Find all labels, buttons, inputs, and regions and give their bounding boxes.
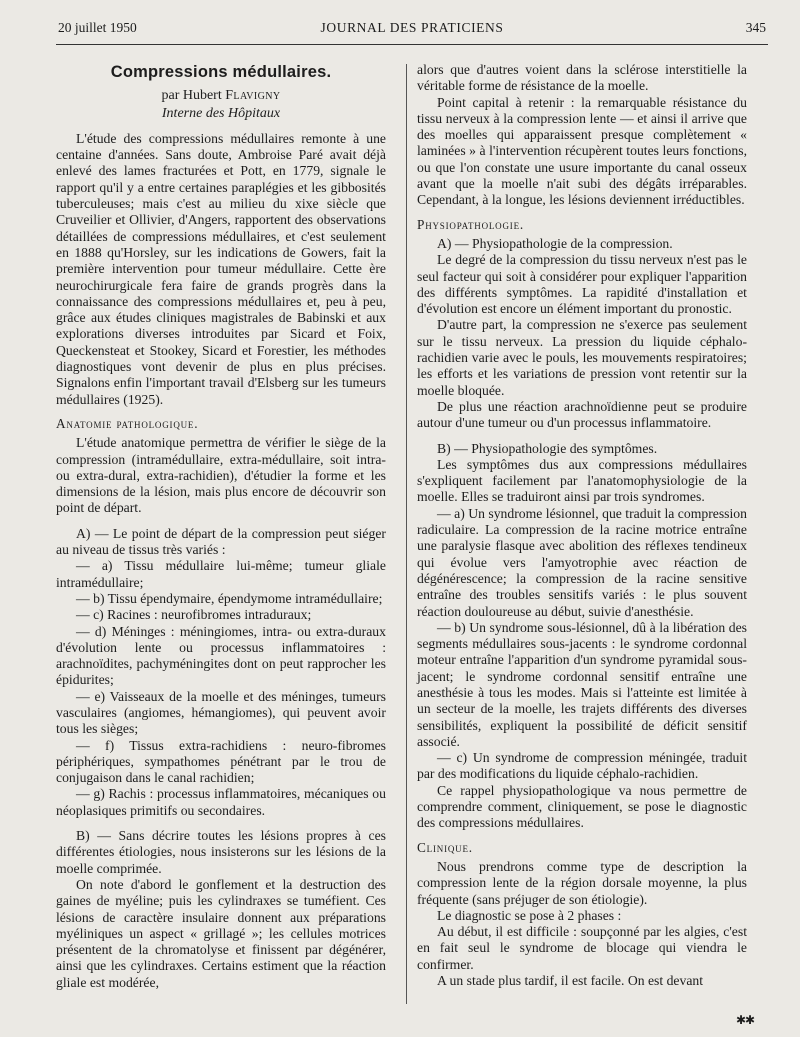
running-header — [58, 20, 766, 42]
right-column-body — [417, 62, 747, 989]
paragraph: — c) Un syndrome de compression méningée, traduit par des modifications du liquide céphalo-rachidien. — [417, 750, 747, 782]
paragraph: — c) Racines : neurofibromes intraduraux; — [76, 607, 312, 623]
paragraph: — b) Un syndrome sous-lésionnel, dû à la libération des segments médullaires sous-jacents : le syndrome cordonnal moteur entraîne l'apparition d'un syndrome pyramidal sous-jacent; le syndrome cordonnal sensitif entraîne une anesthésie à tous les modes. Mais si l'atteinte est limitée à un secteur de la moelle, les trajets différents des diverses sensibilités, expliquent la possibilité de déficit sensitif associé. — [417, 619, 747, 749]
right-column — [417, 62, 747, 989]
left-column — [56, 62, 386, 991]
byline-prefix: par Hubert — [161, 88, 222, 104]
paragraph: — b) Tissu épendymaire, épendymome intramédullaire; — [76, 590, 383, 606]
paragraph: Les symptômes dus aux compressions médullaires s'expliquent facilement par l'anatomophysiologie de la moelle. Elles se traduiront ainsi par trois syndromes. — [417, 456, 747, 505]
paragraph: — a) Un syndrome lésionnel, que traduit la compression radiculaire. La compression de la racine motrice entraîne une paralysie flasque avec abolition des réflexes tendineux qui évolue vers l'amyotrophie avec réaction de dégénérescence; la compression de la racine sensitive entraîne des troubles sensitifs variés : le plus souvent réaction douloureuse au début, suivie d'anesthésie. — [417, 505, 747, 619]
section-heading: Anatomie pathologique. — [56, 415, 199, 431]
section-heading: Physiopathologie. — [417, 216, 524, 232]
author-surname: Flavigny — [225, 88, 281, 104]
page-number: 345 — [745, 20, 766, 35]
paragraph: De plus une réaction arachnoïdienne peut se produire autour d'une tumeur ou d'un processus inflammatoire. — [417, 398, 747, 431]
paragraph: B) — Sans décrire toutes les lésions propres à ces différentes étiologies, nous insisterons sur les lésions de la moelle comprimée. — [56, 828, 386, 876]
paragraph-gap — [56, 517, 386, 526]
paragraph-gap — [56, 819, 386, 828]
paragraph: Point capital à retenir : la remarquable résistance du tissu nerveux à la compression lente — et ainsi il arrive que des moelles qui apparaissent presque complètement « laminées » à l'intervention récupèrent toutes leurs fonctions, ou que l'on constate une usure importante du canal osseux avant que la moelle n'ait subi des dégâts irréparables. Cependant, à la longue, les lésions deviennent irréductibles. — [417, 94, 747, 208]
byline — [56, 88, 386, 104]
paragraph: A) — Le point de départ de la compression peut siéger au niveau de tissus très variés : — [56, 525, 386, 558]
column-divider — [406, 64, 407, 1004]
section-heading: Clinique. — [417, 839, 473, 855]
paragraph: Au début, il est difficile : soupçonné par les algies, c'est en fait seul le syndrome de blocage qui viendra le confirmer. — [417, 924, 747, 972]
paragraph: — g) Rachis : processus inflammatoires, mécaniques ou néoplasiques primitifs ou secondaires. — [56, 786, 386, 818]
footer-mark: ✱✱ — [736, 1013, 755, 1027]
paragraph: Le diagnostic se pose à 2 phases : — [437, 907, 622, 923]
paragraph: Ce rappel physiopathologique va nous permettre de comprendre comment, cliniquement, se pose le diagnostic des compressions médullaires. — [417, 782, 747, 831]
paragraph: L'étude des compressions médullaires remonte à une centaine d'années. Sans doute, Ambroise Paré avait déjà enlevé des lames fracturées et Pott, en 1779, signale le rapport qu'il y a entre certaines paraplégies et les gibbosités tuberculeuses; mais c'est au milieu du xixe siècle que Cruveilier et Ollivier, d'Angers, rapportent des observations détaillées de compressions médullaires, et c'est seulement en 1888 qu'Horsley, sur les indications de Gowers, fait la première intervention pour tumeur médullaire. Cette ère neurochirurgicale fera faire de grands progrès dans la connaissance des compressions médullaires et, peu à peu, grâce aux études cliniques magistrales de Babinski et aux explorations diverses introduites par Sicard et Foix, Queckensteat et Stookey, Sicard et Forestier, les méthodes diagnostiques vont devenir de plus en plus précises. Signalons enfin l'important travail d'Elsberg sur les tumeurs médullaires (1925). — [56, 130, 386, 407]
paragraph: On note d'abord le gonflement et la destruction des gaines de myéline; puis les cylindraxes se tuméfient. Ces lésions de caractère insulaire donnent aux préparations myéliniques un aspect « grillagé »; les cellules motrices présentent de la chromatolyse et finissent par dégénérer, ainsi que les cylindraxes. Certains estiment que la réaction gliale est modérée, — [56, 876, 386, 990]
paragraph: — a) Tissu médullaire lui-même; tumeur gliale intramédullaire; — [56, 558, 386, 590]
paragraph: A un stade plus tardif, il est facile. On est devant — [437, 973, 704, 989]
article-title: Compressions médullaires. — [110, 63, 332, 81]
paragraph: B) — Physiopathologie des symptômes. — [437, 440, 658, 456]
paragraph-gap — [417, 432, 747, 441]
issue-date: 20 juillet 1950 — [58, 20, 137, 35]
paragraph: — e) Vaisseaux de la moelle et des méninges, tumeurs vasculaires (angiomes, hémangiomes), qui peuvent avoir tous les sièges; — [56, 688, 386, 737]
paragraph: Le degré de la compression du tissu nerveux n'est pas le seul facteur qui soit à considérer pour expliquer l'apparition des différents symptômes. La rapidité d'installation et d'évolution est encore un élément important du pronostic. — [417, 252, 747, 317]
paragraph: Nous prendrons comme type de description la compression lente de la région dorsale moyenne, la plus fréquente (sans préjuger de son étiologie). — [417, 858, 747, 907]
paragraph: alors que d'autres voient dans la sclérose interstitielle la véritable forme de résistance de la moelle. — [417, 62, 747, 94]
journal-name: JOURNAL DES PRATICIENS — [320, 20, 504, 35]
paragraph: A) — Physiopathologie de la compression. — [437, 235, 673, 251]
paragraph: D'autre part, la compression ne s'exerce pas seulement sur le tissu nerveux. La pression du liquide céphalo-rachidien varie avec le pouls, les mouvements respiratoires; les efforts et les variations de pression vont retentir sur la moelle bloquée. — [417, 317, 747, 398]
paragraph: — d) Méninges : méningiomes, intra- ou extra-duraux d'évolution lente ou processus inflammatoires : arachnoïdites, pachyméningites dont on peut rapprocher les épidurites; — [56, 623, 386, 688]
paragraph: — f) Tissus extra-rachidiens : neuro-fibromes périphériques, sympathomes pénétrant par le trou de conjugaison dans le canal rachidien; — [56, 737, 386, 786]
left-column-body — [56, 131, 386, 991]
author-affiliation: Interne des Hôpitaux — [161, 105, 281, 121]
paragraph: L'étude anatomique permettra de vérifier le siège de la compression (intramédullaire, extra-médullaire, soit intra- ou extra-dural, extra-rachidien), d'étudier la forme et les dimensions de la lésion, mais plus encore de découvrir son point de départ. — [56, 435, 386, 516]
header-rule — [56, 44, 768, 45]
